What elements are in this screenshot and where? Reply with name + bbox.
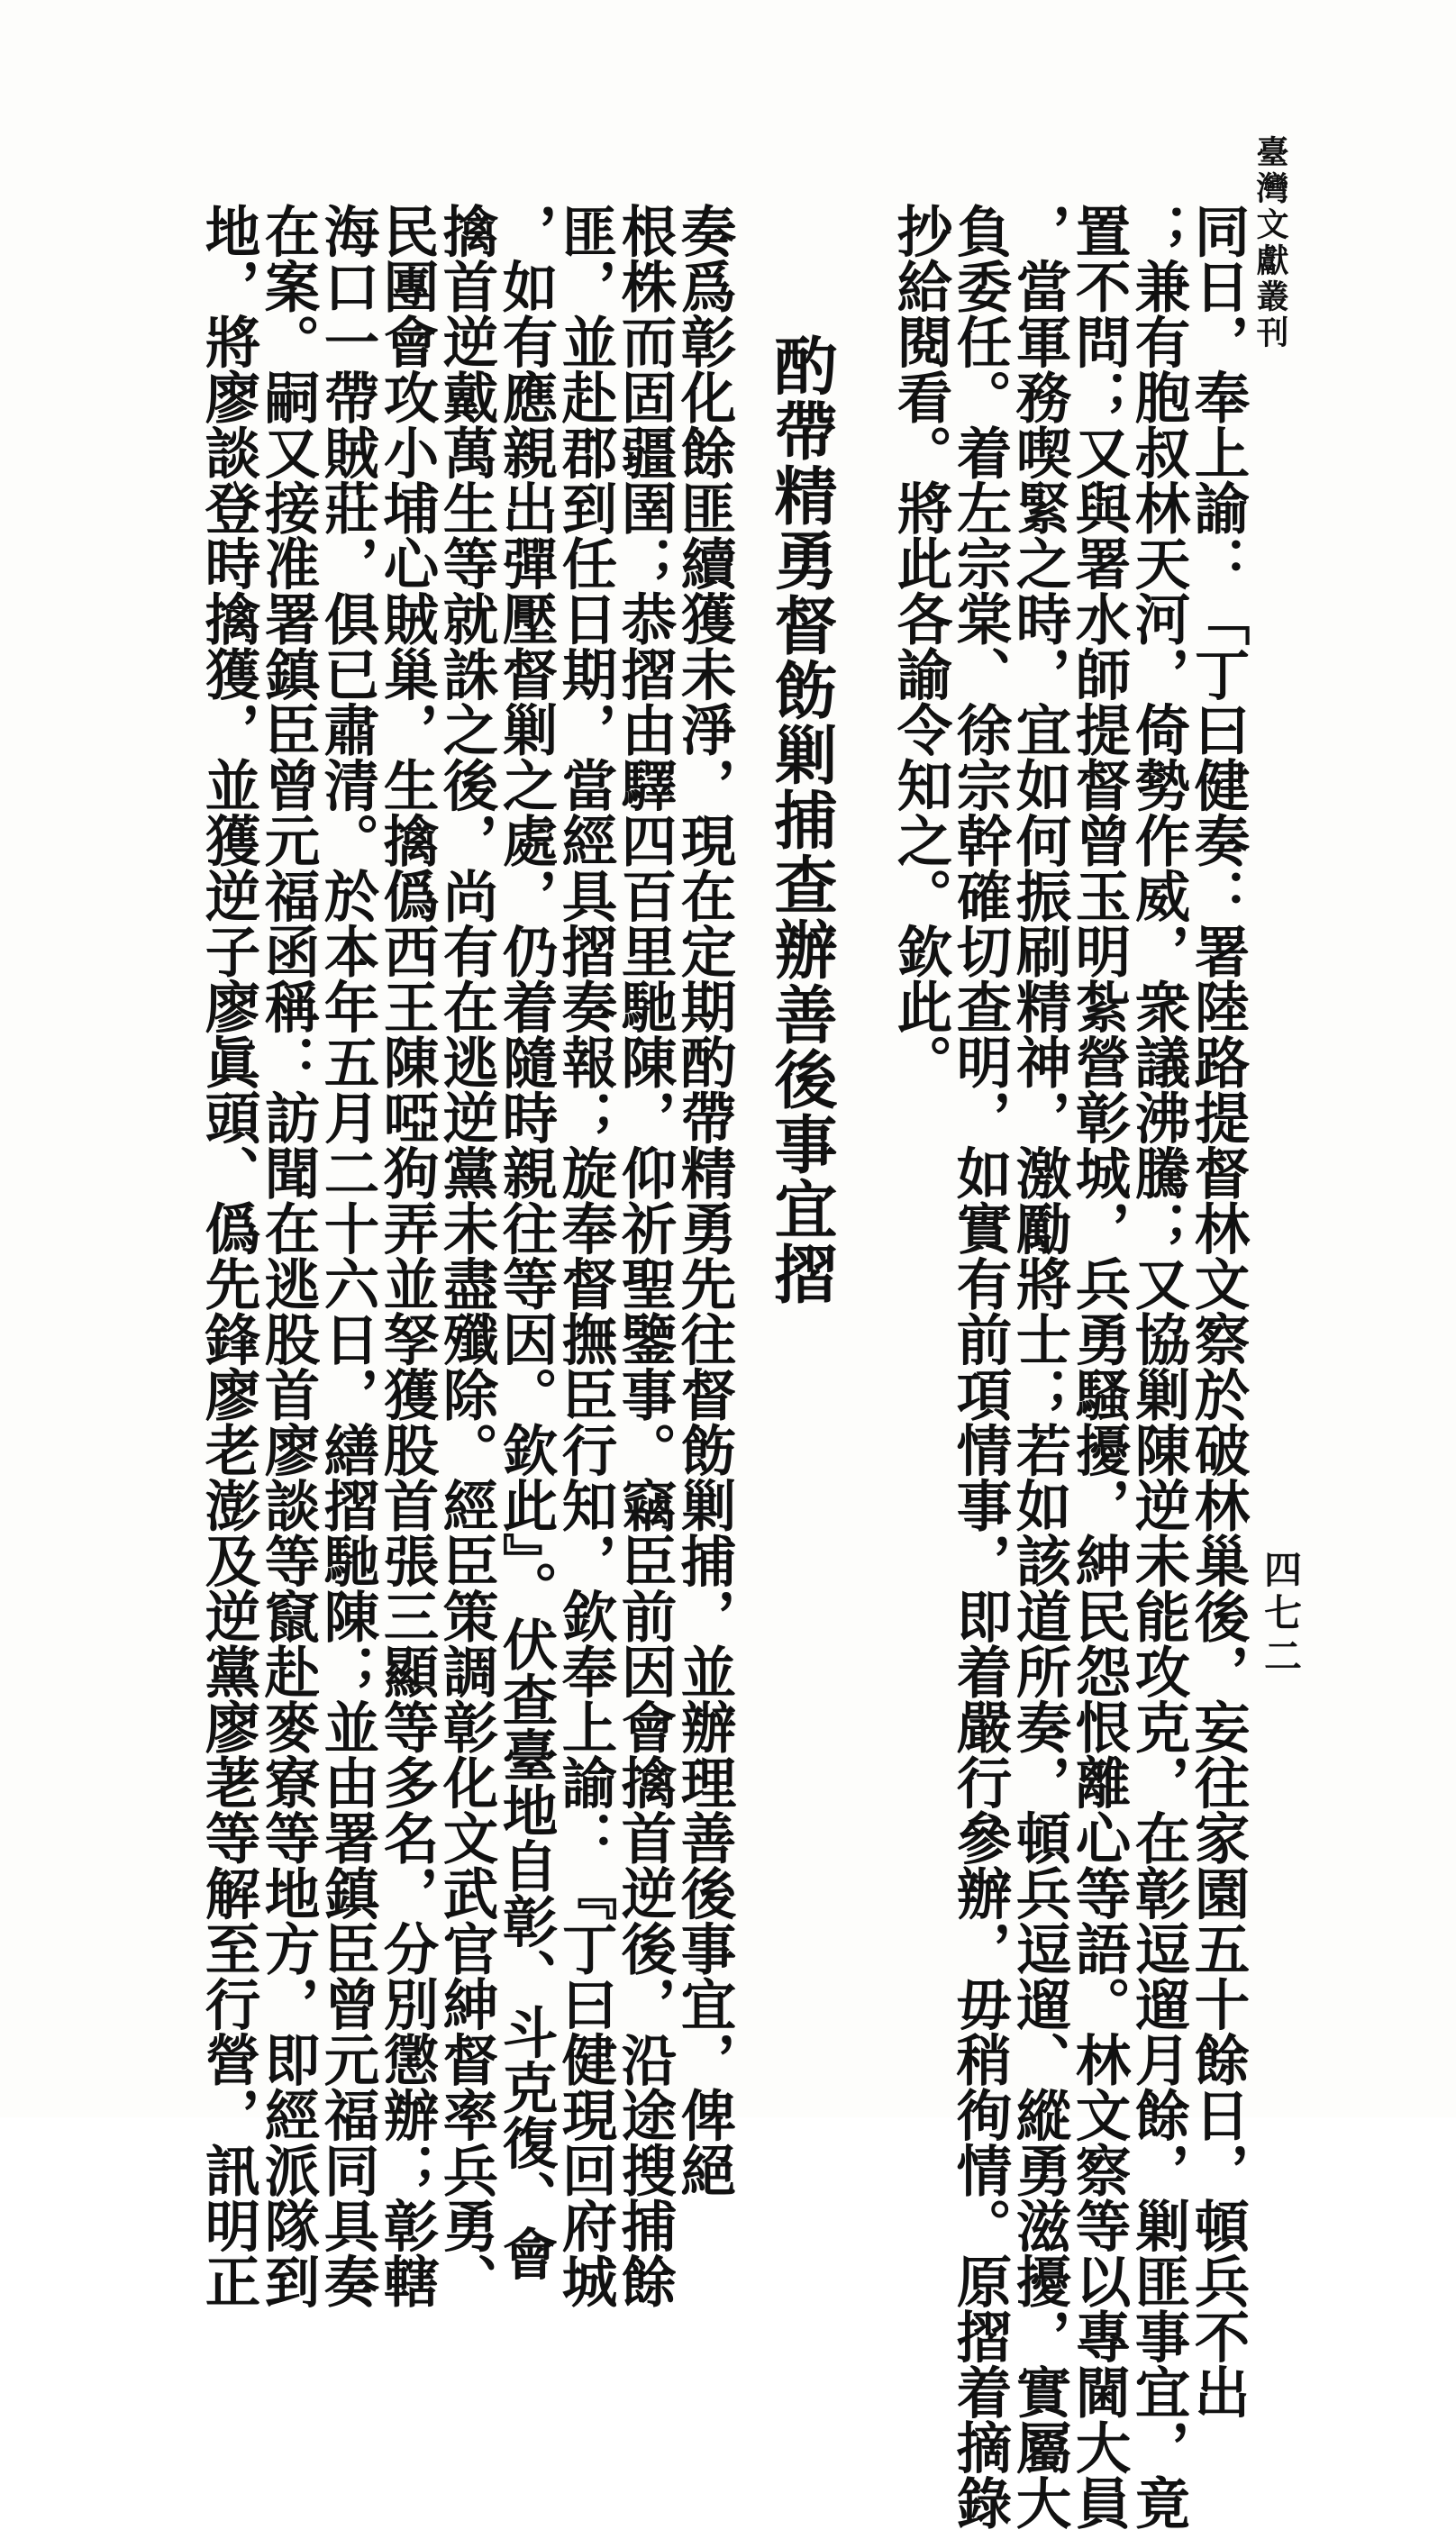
decree-column: ；兼有胞叔林天河，倚勢作威，衆議沸騰；又協剿陳逆未能攻克，在彰逗遛月餘，剿匪事宜，竟 <box>1125 203 1191 2530</box>
decree-column: 置不問；又與署水師提督曾玉明紮營彰城，兵勇騷擾，紳民怨恨離心等語。林文察等以專閫大員 <box>1066 203 1132 2530</box>
memorial-column: 奏爲彰化餘匪續獲未淨，現在定期酌帶精勇先往督飭剿捕，並辦理善後事宜，俾絕 <box>671 203 737 2198</box>
body-text <box>196 203 1251 2530</box>
memorial-column: 在案。嗣又接准署鎮臣曾元福函稱：訪聞在逃股首廖談等竄赴麥寮等地方，即經派隊到 <box>255 203 321 2308</box>
running-head: 臺灣文獻叢刊 <box>1251 135 1289 351</box>
memorial-title: 酌帶精勇督飭剿捕查辦善後事宜摺 <box>764 333 839 1306</box>
memorial-column: ，如有應親出彈壓督剿之處，仍着隨時親往等因。欽此』。伏查臺地自彰、斗克復、會 <box>493 203 559 2281</box>
decree-column: 負委任。着左宗棠、徐宗幹確切查明，如實有前項情事，即着嚴行參辦，毋稍徇情。原摺着摘錄 <box>947 203 1013 2530</box>
memorial-column: 民團會攻小埔心賊巢，生擒僞西王陳啞狗弄並孥獲股首張三顯等多名，分別懲辦；彰轄 <box>374 203 440 2308</box>
memorial-column: 海口一帶賊莊，俱已肅清。於本年五月二十六日，繕摺馳陳；並由署鎮臣曾元福同具奏 <box>314 203 380 2308</box>
decree-column: 同日，奉上諭：「丁曰健奏：署陸路提督林文察於破林巢後，妄往家園五十餘日，頓兵不出 <box>1185 203 1251 2419</box>
memorial-column: 擒首逆戴萬生等就誅之後，尚有在逃逆黨未盡殲除。經臣策調彰化文武官紳督率兵勇、 <box>433 203 499 2308</box>
page-number: 四七二 <box>1259 1550 1303 1679</box>
decree-column: 抄給閱看。將此各諭令知之。欽此。 <box>887 203 953 1089</box>
memorial-column: 根株而固疆圉；恭摺由驛四百里馳陳，仰祈聖鑒事。竊臣前因會擒首逆後，沿途搜捕餘 <box>612 203 678 2308</box>
memorial-column: 匪，並赴郡到任日期，當經具摺奏報；旋奉督撫臣行知，欽奉上諭：『丁曰健現回府城 <box>552 203 618 2308</box>
memorial-column: 地，將廖談登時擒獲，並獲逆子廖眞頭、僞先鋒廖老澎及逆黨廖荖等解至行營，訊明正 <box>196 203 261 2308</box>
decree-column: ，當軍務喫緊之時，宜如何振刷精神，激勵將士；若如該道所奏，頓兵逗遛、縱勇滋擾，實屬大 <box>1006 203 1072 2530</box>
